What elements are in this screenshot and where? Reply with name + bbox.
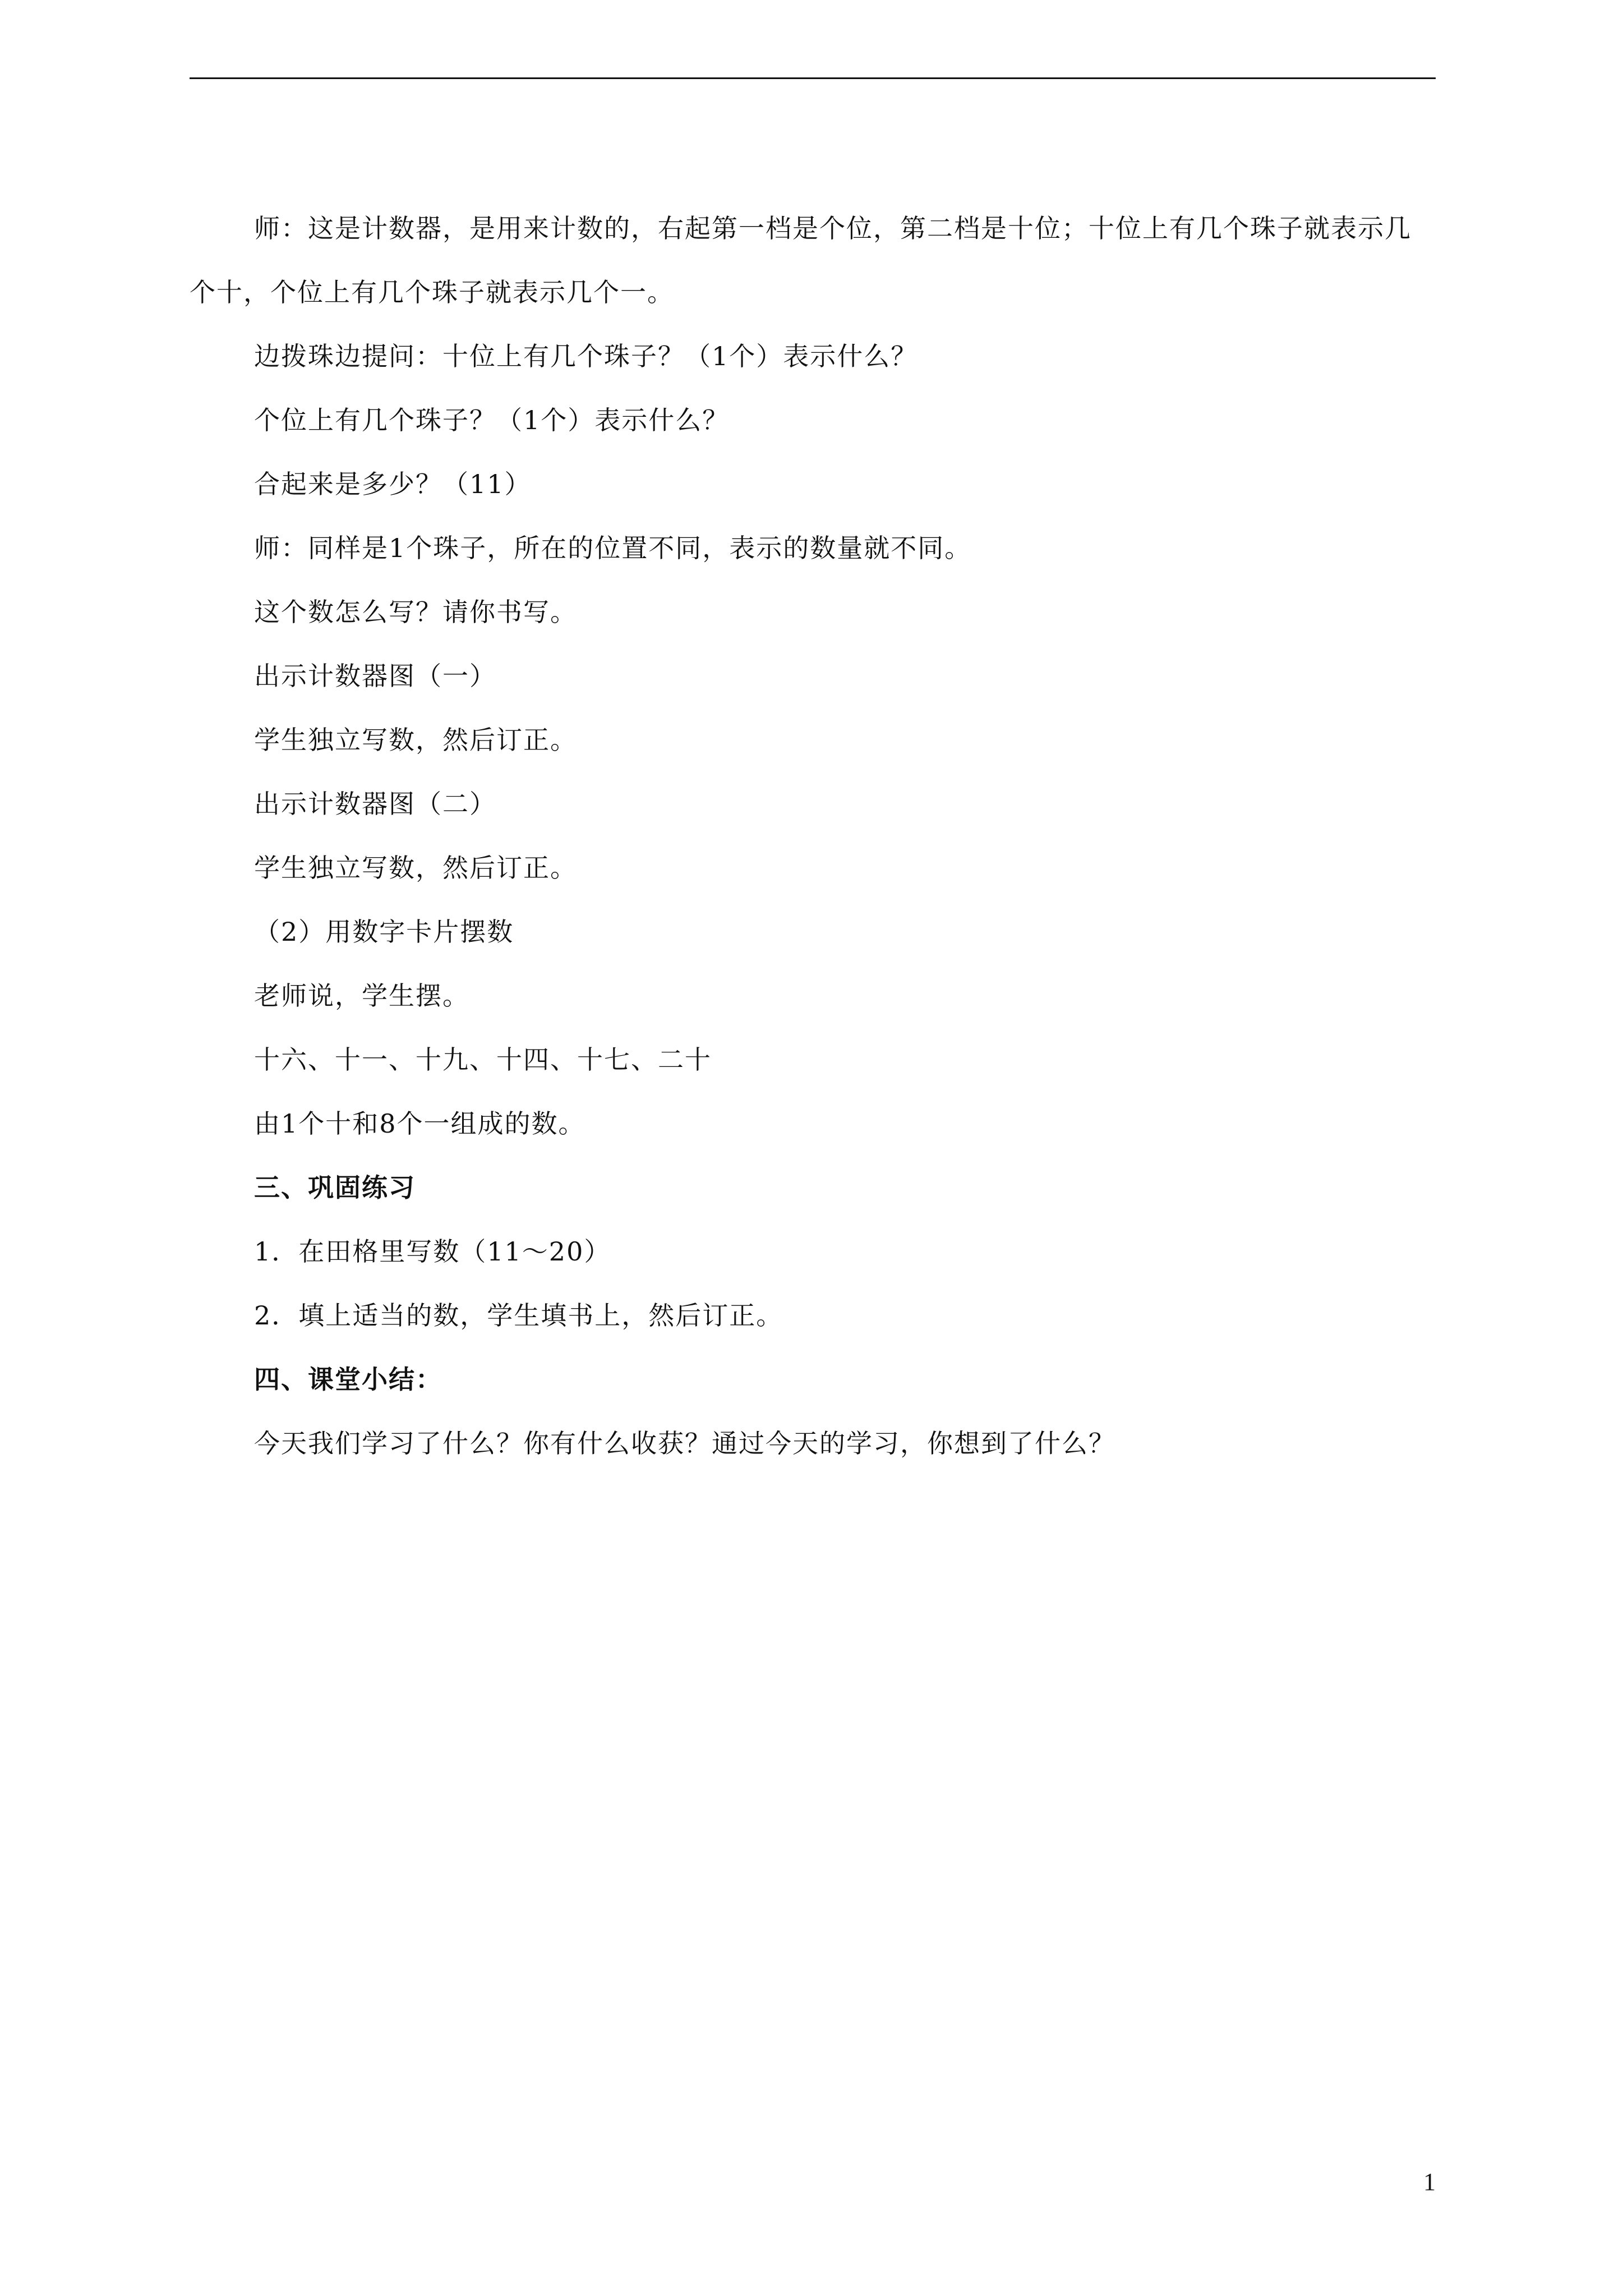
paragraph: 个位上有几个珠子？（1个）表示什么？ — [254, 405, 730, 435]
section-heading: 三、巩固练习 — [254, 1172, 416, 1203]
paragraph: 师：这是计数器，是用来计数的，右起第一档是个位，第二档是十位；十位上有几个珠子就表示几个十，个位上有几个珠子就表示几个一。 — [190, 213, 1412, 307]
paragraph: 这个数怎么写？请你书写。 — [254, 597, 577, 627]
page-number: 1 — [1423, 2168, 1436, 2196]
paragraph: 1．在田格里写数（11～20） — [254, 1236, 611, 1267]
document-body — [190, 196, 1436, 1475]
paragraph: 老师说，学生摆。 — [254, 981, 469, 1011]
paragraph: 学生独立写数，然后订正。 — [254, 853, 577, 883]
paragraph: 学生独立写数，然后订正。 — [254, 725, 577, 755]
header-rule — [190, 77, 1436, 79]
paragraph: 由1个十和8个一组成的数。 — [254, 1108, 585, 1139]
paragraph: 师：同样是1个珠子，所在的位置不同，表示的数量就不同。 — [254, 533, 972, 563]
paragraph: 边拨珠边提问：十位上有几个珠子？（1个）表示什么？ — [254, 341, 918, 371]
paragraph: 出示计数器图（二） — [254, 789, 496, 819]
paragraph: 今天我们学习了什么？你有什么收获？通过今天的学习，你想到了什么？ — [254, 1428, 1115, 1458]
section-heading: 四、课堂小结： — [254, 1364, 442, 1395]
paragraph: 出示计数器图（一） — [254, 661, 496, 691]
paragraph: 合起来是多少？（11） — [254, 469, 532, 499]
paragraph: 十六、十一、十九、十四、十七、二十 — [254, 1045, 712, 1075]
paragraph: （2）用数字卡片摆数 — [254, 917, 514, 947]
paragraph: 2．填上适当的数，学生填书上，然后订正。 — [254, 1300, 783, 1331]
